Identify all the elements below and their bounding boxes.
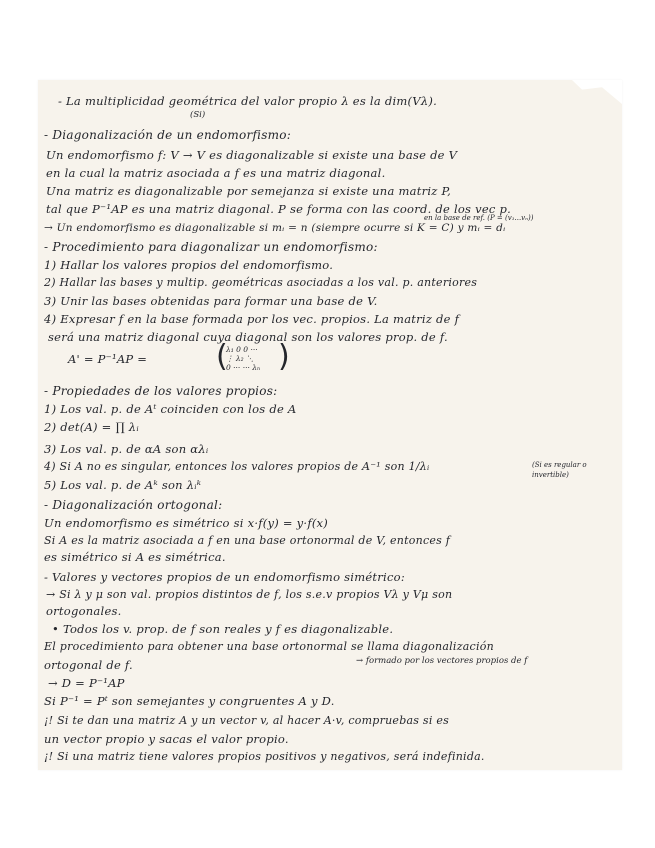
tip-line: ¡! Si te dan una matriz A y un vector v, al hacer A·v, compruebas si es bbox=[44, 714, 449, 727]
formula: → D = P⁻¹AP bbox=[48, 676, 125, 690]
list-item: 3) Los val. p. de αA son αλᵢ bbox=[44, 442, 209, 456]
torn-corner bbox=[572, 80, 622, 104]
note-line: Una matriz es diagonalizable por semejanza si existe una matriz P, bbox=[46, 184, 452, 198]
note-line: → Si λ y μ son val. propios distintos de f, los s.e.v propios Vλ y Vμ son bbox=[46, 588, 453, 601]
note-line: será una matriz diagonal cuya diagonal son los valores prop. de f. bbox=[48, 330, 448, 344]
note-line: Si P⁻¹ = Pᵗ son semejantes y congruentes A y D. bbox=[44, 694, 335, 708]
side-note: → formado por los vectores propios de f bbox=[356, 656, 528, 666]
note-line: en la base de ref. (P = (v₁...vₙ)) bbox=[424, 214, 534, 222]
list-item: 2) Hallar las bases y multip. geométricas asociadas a los val. p. anteriores bbox=[44, 276, 478, 289]
list-item: 4) Si A no es singular, entonces los valores propios de A⁻¹ son 1/λᵢ bbox=[44, 460, 430, 473]
list-item: 1) Hallar los valores propios del endomorfismo. bbox=[44, 258, 334, 272]
note-line: ortogonales. bbox=[46, 604, 122, 618]
left-paren: ( bbox=[216, 339, 228, 374]
note-line: Un endomorfismo es simétrico si x·f(y) = y·f(x) bbox=[44, 516, 329, 530]
list-item: 3) Unir las bases obtenidas para formar una base de V. bbox=[44, 294, 378, 308]
formula: A' = P⁻¹AP = bbox=[68, 352, 148, 366]
note-line: Un endomorfismo f: V → V es diagonalizable si existe una base de V bbox=[46, 148, 458, 162]
list-item: 2) det(A) = ∏ λᵢ bbox=[44, 420, 139, 434]
note-line: El procedimiento para obtener una base ortonormal se llama diagonalización bbox=[44, 640, 494, 653]
list-item: 4) Expresar f en la base formada por los vec. propios. La matriz de f bbox=[44, 312, 460, 326]
note-line: es simétrico si A es simétrica. bbox=[44, 550, 226, 564]
side-note: (Si es regular o invertible) bbox=[532, 461, 587, 479]
matrix-row: 0 ··· ··· λₙ bbox=[226, 363, 261, 372]
matrix-row: ⋮ λ₂ ⋱ bbox=[226, 354, 254, 363]
section-heading: - Procedimiento para diagonalizar un endomorfismo: bbox=[44, 240, 378, 254]
matrix-row: λ₁ 0 0 ··· bbox=[226, 345, 258, 354]
note-line: tal que P⁻¹AP es una matriz diagonal. P se forma con las coord. de los vec p. bbox=[46, 202, 512, 216]
note-line: ortogonal de f. bbox=[44, 658, 133, 672]
note-line: Si A es la matriz asociada a f en una base ortonormal de V, entonces f bbox=[44, 534, 451, 547]
note-line: (Si) bbox=[190, 110, 206, 120]
section-heading: - Valores y vectores propios de un endomorfismo simétrico: bbox=[44, 570, 405, 584]
right-paren: ) bbox=[278, 339, 290, 374]
tip-line: ¡! Si una matriz tiene valores propios positivos y negativos, será indefinida. bbox=[44, 750, 485, 763]
note-line: • Todos los v. prop. de f son reales y f es diagonalizable. bbox=[52, 622, 394, 636]
notebook-page bbox=[38, 80, 622, 770]
section-heading: - Propiedades de los valores propios: bbox=[44, 384, 278, 398]
note-line: - La multiplicidad geométrica del valor propio λ es la dim(Vλ). bbox=[58, 94, 438, 108]
section-heading: - Diagonalización ortogonal: bbox=[44, 498, 223, 512]
diagonal-matrix bbox=[216, 339, 290, 374]
section-heading: - Diagonalización de un endomorfismo: bbox=[44, 128, 292, 142]
tip-line: un vector propio y sacas el valor propio. bbox=[44, 732, 289, 746]
note-line: en la cual la matriz asociada a f es una matriz diagonal. bbox=[46, 166, 386, 180]
list-item: 1) Los val. p. de Aᵗ coinciden con los de A bbox=[44, 402, 297, 416]
list-item: 5) Los val. p. de Aᵏ son λᵢᵏ bbox=[44, 478, 202, 492]
note-line: → Un endomorfismo es diagonalizable si mᵢ = n (siempre ocurre si K = C) y mᵢ = dᵢ bbox=[44, 222, 506, 234]
